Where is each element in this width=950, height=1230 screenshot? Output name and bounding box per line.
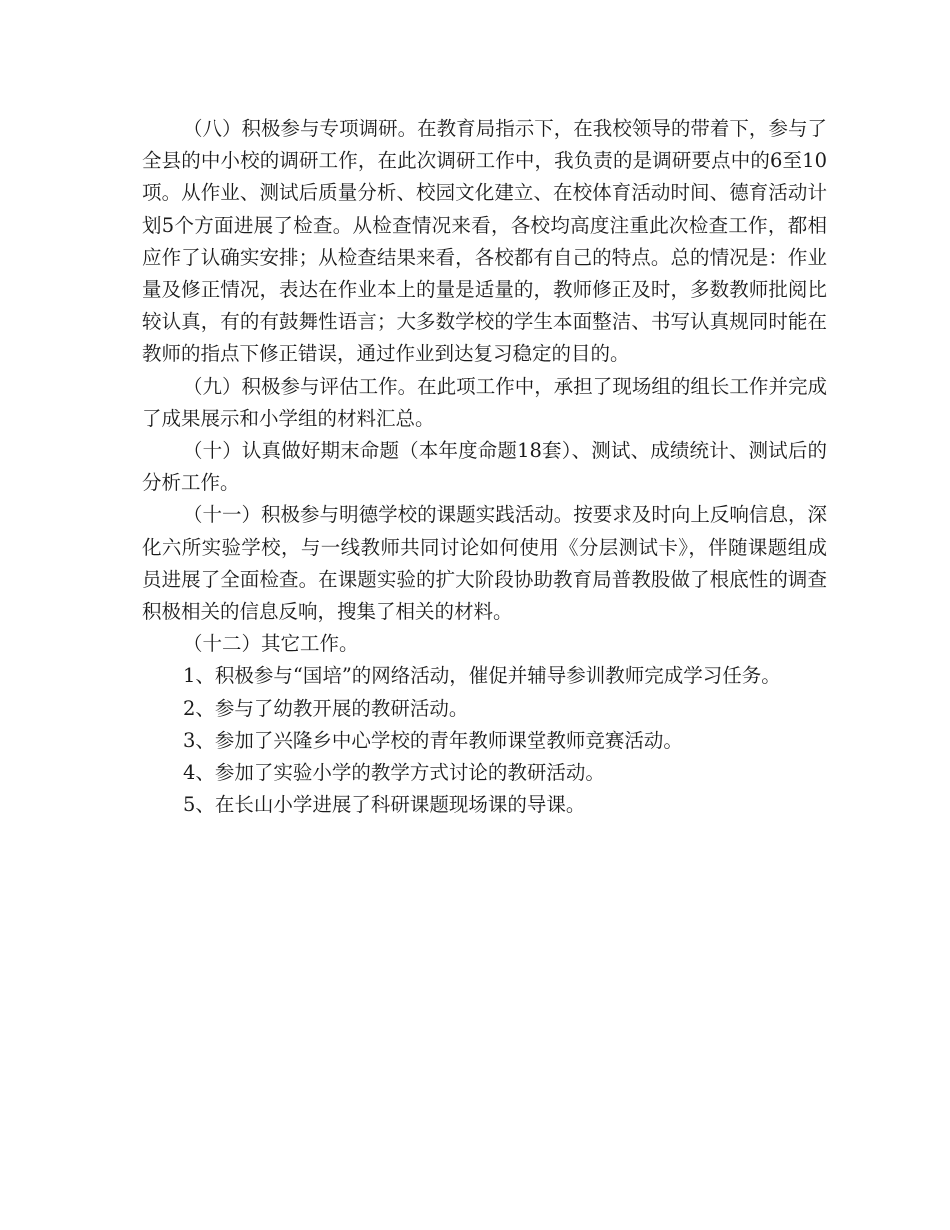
paragraph-final-exam-work: （十）认真做好期末命题（本年度命题18套）、测试、成绩统计、测试后的分析工作。 bbox=[142, 439, 827, 495]
list-item-preschool-research: 2、参与了幼教开展的教研活动。 bbox=[182, 696, 469, 720]
list-item-xinglong-competition: 3、参加了兴隆乡中心学校的青年教师课堂教师竞赛活动。 bbox=[182, 728, 683, 752]
paragraph-evaluation-work: （九）积极参与评估工作。在此项工作中，承担了现场组的组长工作并完成了成果展示和小学组的材料汇总。 bbox=[142, 374, 827, 430]
paragraph-special-research: （八）积极参与专项调研。在教育局指示下，在我校领导的带着下，参与了全县的中小校的调研工作，在此次调研工作中，我负责的是调研要点中的6至10项。从作业、测试后质量分析、校园文化建立、在校体育活动时间、德育活动计划5个方面进展了检查。从检查情况来看，各校均高度注重此次检查工作，都相应作了认确实安排；从检查结果来看，各校都有自己的特点。总的情况是：作业量及修正情况，表达在作业本上的量是适量的，教师修正及时，多数教师批阅比较认真，有的有鼓舞性语言；大多数学校的学生本面整洁、书写认真规同时能在教师的指点下修正错误，通过作业到达复习稳定的目的。 bbox=[142, 117, 827, 366]
list-item-experimental-school: 4、参加了实验小学的教学方式讨论的教研活动。 bbox=[182, 761, 605, 785]
list-item-changshan-lesson: 5、在长山小学进展了科研课题现场课的导课。 bbox=[182, 793, 586, 817]
list-item-guopei-activity: 1、积极参与“国培”的网络活动，催促并辅导参训教师完成学习任务。 bbox=[182, 664, 781, 688]
document-page bbox=[142, 113, 827, 821]
paragraph-mingde-project: （十一）积极参与明德学校的课题实践活动。按要求及时向上反响信息，深化六所实验学校，与一线教师共同讨论如何使用《分层测试卡》，伴随课题组成员进展了全面检查。在课题实验的扩大阶段协助教育局普教股做了根底性的调查积极相关的信息反响，搜集了相关的材料。 bbox=[142, 503, 827, 624]
paragraph-other-work-heading: （十二）其它工作。 bbox=[182, 632, 359, 656]
